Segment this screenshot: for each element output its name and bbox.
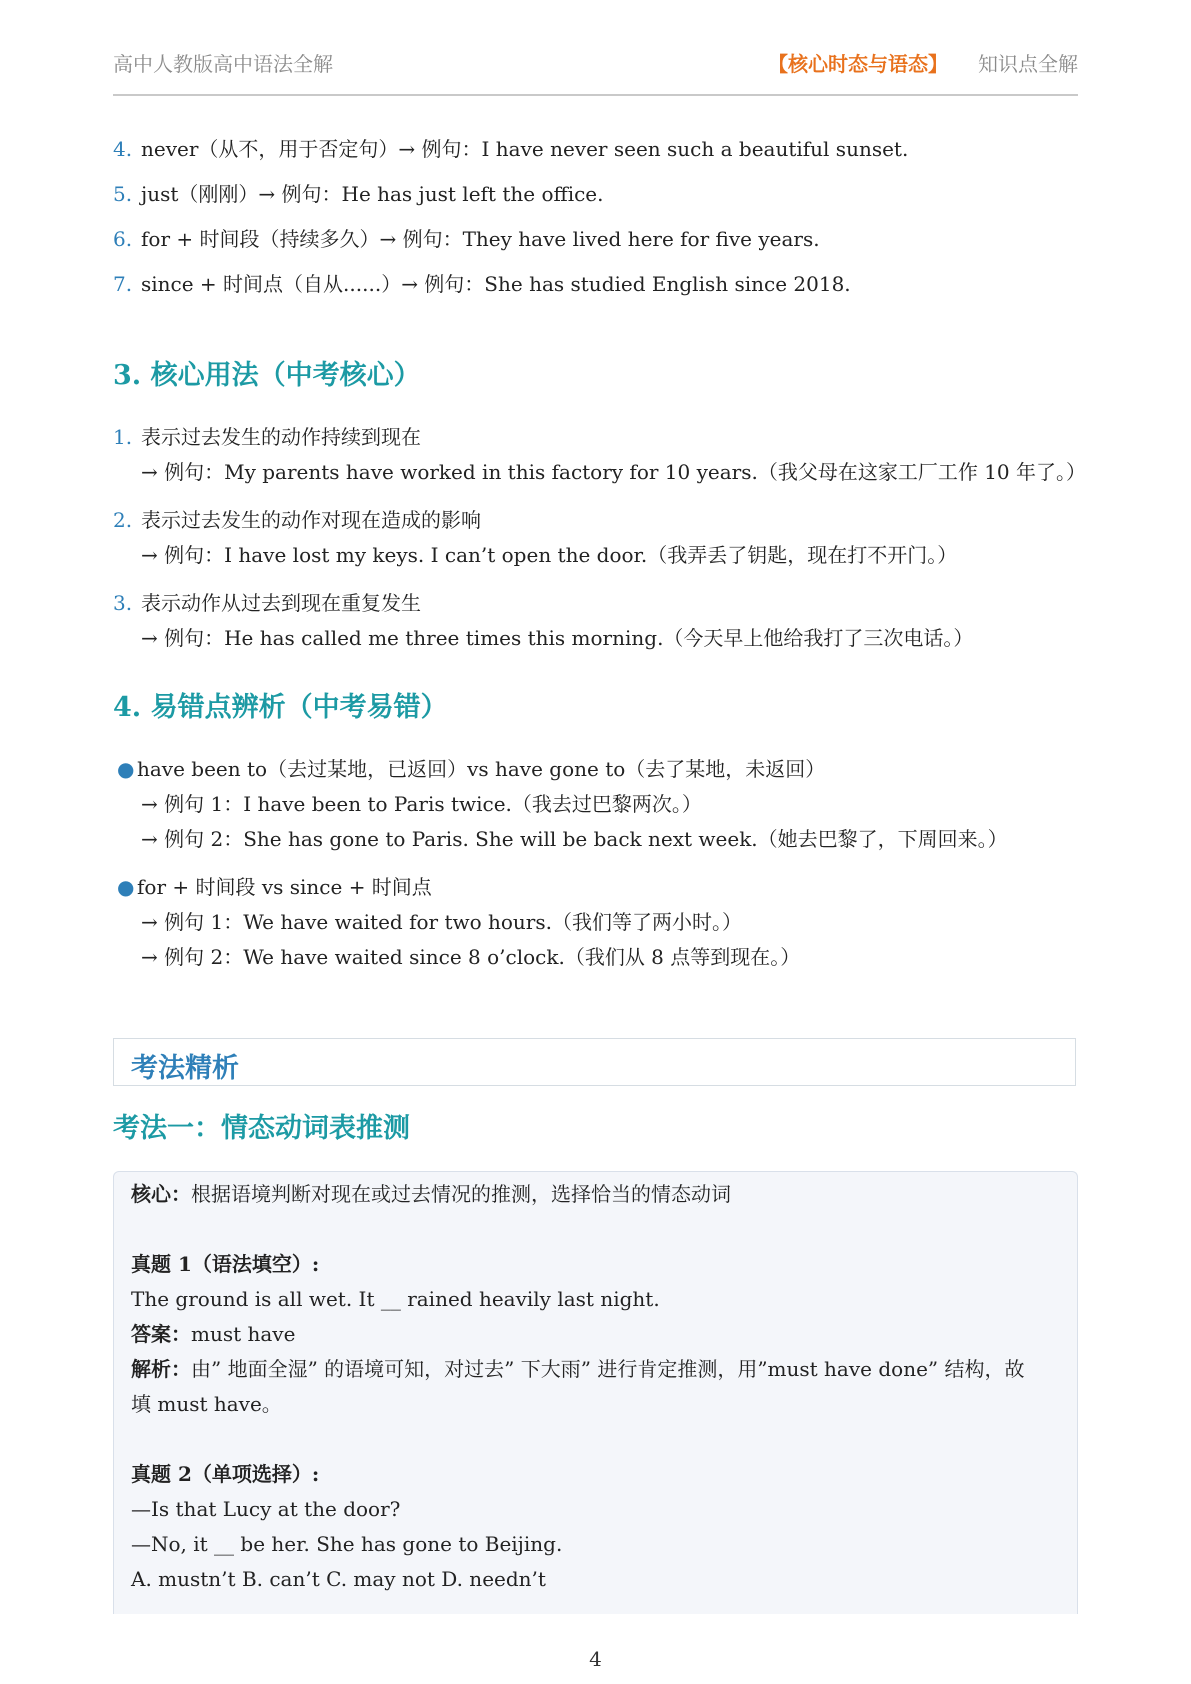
core-text: 根据语境判断对现在或过去情况的推测，选择恰当的情态动词 — [191, 1182, 731, 1206]
usage-item — [113, 507, 481, 533]
page-number: 4 — [589, 1647, 602, 1671]
list-number: 1. — [113, 425, 133, 449]
analysis-label: 解析： — [131, 1357, 191, 1381]
header-right — [768, 48, 1078, 77]
list-number: 2. — [113, 508, 133, 532]
kaofa-section-banner — [113, 1038, 1076, 1086]
dialogue-line: —Is that Lucy at the door? — [131, 1497, 401, 1521]
list-number: 5. — [113, 182, 133, 206]
usage-title: 表示动作从过去到现在重复发生 — [141, 591, 421, 615]
bullet-example: → 例句 1：We have waited for two hours.（我们等了两小时。） — [141, 910, 742, 934]
answer-line — [131, 1321, 295, 1347]
bullet-example: → 例句 2：We have waited since 8 o’clock.（我们从 8 点等到现在。） — [141, 945, 801, 969]
bullet-title: have been to（去过某地，已返回）vs have gone to（去了某地，未返回） — [137, 757, 826, 781]
bullet-dot-icon: ● — [117, 875, 135, 899]
section-heading: 4. 易错点辨析（中考易错） — [113, 692, 448, 723]
core-line — [131, 1181, 731, 1207]
question-label: 真题 1（语法填空）: — [131, 1252, 320, 1276]
usage-title: 表示过去发生的动作对现在造成的影响 — [141, 508, 481, 532]
question-text: The ground is all wet. It __ rained heavily last night. — [131, 1287, 660, 1311]
usage-example: → 例句：I have lost my keys. I can’t open the door.（我弄丢了钥匙，现在打不开门。） — [141, 543, 958, 567]
bullet-item — [117, 756, 825, 782]
analysis-text: 由” 地面全湿” 的语境可知，对过去” 下大雨” 进行肯定推测，用”must have done” 结构，故 — [191, 1357, 1025, 1381]
bullet-example: → 例句 2：She has gone to Paris. She will be back next week.（她去巴黎了，下周回来。） — [141, 827, 1008, 851]
usage-item — [113, 424, 421, 450]
usage-example: → 例句：My parents have worked in this factory for 10 years.（我父母在这家工厂工作 10 年了。） — [141, 460, 1087, 484]
list-text: since + 时间点（自从......）→ 例句：She has studied English since 2018. — [141, 272, 851, 296]
bullet-item — [117, 874, 432, 900]
list-item — [113, 271, 851, 297]
kaofa-heading: 考法一：情态动词表推测 — [113, 1113, 410, 1144]
answer-text: must have — [191, 1322, 296, 1346]
usage-title: 表示过去发生的动作持续到现在 — [141, 425, 421, 449]
list-text: never（从不，用于否定句）→ 例句：I have never seen such a beautiful sunset. — [141, 137, 909, 161]
bullet-dot-icon: ● — [117, 757, 135, 781]
header-divider — [113, 94, 1078, 96]
header-topic-tag: 【核心时态与语态】 — [768, 52, 948, 76]
list-number: 4. — [113, 137, 133, 161]
section-heading: 3. 核心用法（中考核心） — [113, 360, 421, 391]
question-label: 真题 2（单项选择）: — [131, 1462, 320, 1486]
analysis-line — [131, 1356, 1025, 1382]
header-title: 高中人教版高中语法全解 — [113, 52, 333, 76]
core-label: 核心： — [131, 1182, 191, 1206]
answer-options: A. mustn’t B. can’t C. may not D. needn’t — [131, 1567, 546, 1591]
list-text: just（刚刚）→ 例句：He has just left the office. — [141, 182, 604, 206]
list-text: for + 时间段（持续多久）→ 例句：They have lived here for five years. — [141, 227, 820, 251]
list-item — [113, 181, 603, 207]
list-number: 6. — [113, 227, 133, 251]
usage-example: → 例句：He has called me three times this morning.（今天早上他给我打了三次电话。） — [141, 626, 974, 650]
analysis-continuation: 填 must have。 — [131, 1392, 282, 1416]
header-subtitle: 知识点全解 — [978, 52, 1078, 76]
bullet-example: → 例句 1：I have been to Paris twice.（我去过巴黎两次。） — [141, 792, 702, 816]
list-item — [113, 136, 908, 162]
list-number: 3. — [113, 591, 133, 615]
list-item — [113, 226, 820, 252]
bullet-title: for + 时间段 vs since + 时间点 — [137, 875, 432, 899]
list-number: 7. — [113, 272, 133, 296]
usage-item — [113, 590, 421, 616]
answer-label: 答案： — [131, 1322, 191, 1346]
dialogue-line: —No, it __ be her. She has gone to Beijing. — [131, 1532, 563, 1556]
kaofa-section-title: 考法精析 — [131, 1053, 239, 1084]
